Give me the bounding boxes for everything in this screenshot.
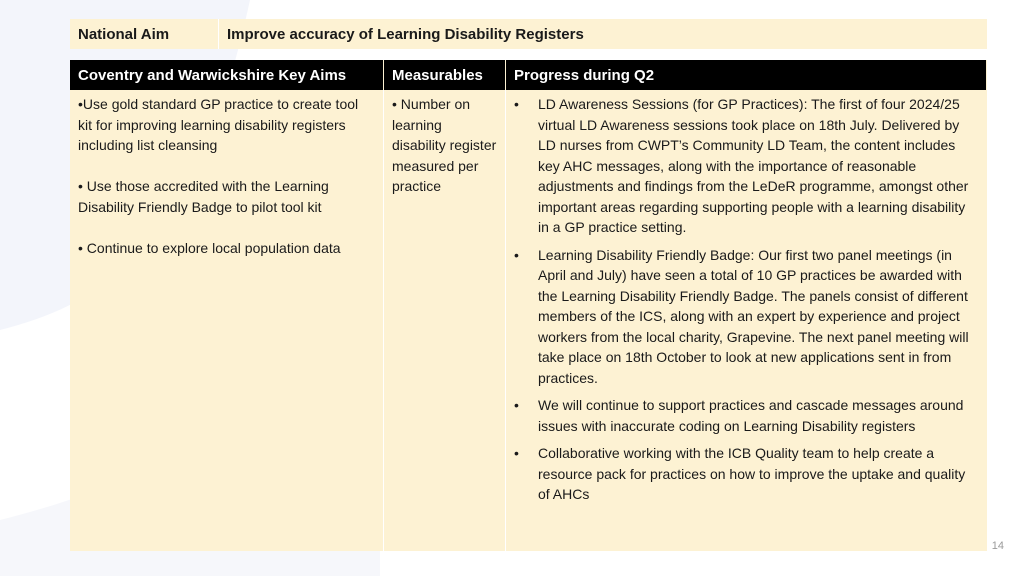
progress-item [514, 94, 979, 238]
bullet-icon: • [514, 96, 519, 112]
progress-text: LD Awareness Sessions (for GP Practices): The first of four 2024/25 virtual LD Awareness sessions took place on 18th July. Delivered by LD nurses from CWPT’s Community LD Team, the content includes key AHC messages, along with the importance of reasonable adjustments and findings from the LeDeR programme, amongst other important areas regarding supporting people with a learning disability in a GP practice setting. [538, 96, 969, 235]
progress-text: Learning Disability Friendly Badge: Our first two panel meetings (in April and July) have seen a total of 10 GP practices be awarded with the Learning Disability Friendly Badge. The panels consist of different members of the ICS, along with an expert by experience and project workers from the local charity, Grapevine. The next panel meeting will take place on 18th October to look at new applications sent in from practices. [538, 246, 969, 386]
bullet-icon: • [514, 397, 519, 413]
bullet-icon: • [514, 445, 519, 461]
progress-cell [506, 90, 987, 551]
progress-text: Collaborative working with the ICB Quality team to help create a resource pack for practices on how to improve the uptake and quality of AHCs [538, 445, 966, 502]
key-aim-item: •Use gold standard GP practice to create tool kit for improving learning disability registers including list cleansing [78, 96, 359, 153]
progress-item [514, 395, 979, 436]
national-aim-bar [70, 19, 987, 49]
measurable-item: • Number on learning disability register measured per practice [392, 96, 497, 194]
progress-item [514, 443, 979, 505]
column-header-key-aims: Coventry and Warwickshire Key Aims [70, 60, 384, 90]
key-aims-cell [70, 90, 384, 551]
page-number: 14 [991, 540, 1004, 552]
progress-list [514, 94, 979, 505]
measurables-cell [384, 90, 506, 551]
key-aim-item: • Continue to explore local population data [78, 239, 341, 256]
key-aim-item: • Use those accredited with the Learning Disability Friendly Badge to pilot tool kit [78, 178, 329, 215]
column-header-progress: Progress during Q2 [506, 60, 987, 90]
column-header-measurables: Measurables [384, 60, 506, 90]
progress-item [514, 245, 979, 389]
bullet-icon: • [514, 246, 519, 263]
national-aim-label: National Aim [78, 25, 170, 43]
progress-text: We will continue to support practices and cascade messages around issues with inaccurate coding on Learning Disability registers [538, 397, 964, 434]
aims-table [70, 60, 987, 551]
national-aim-value: Improve accuracy of Learning Disability Registers [227, 25, 584, 43]
